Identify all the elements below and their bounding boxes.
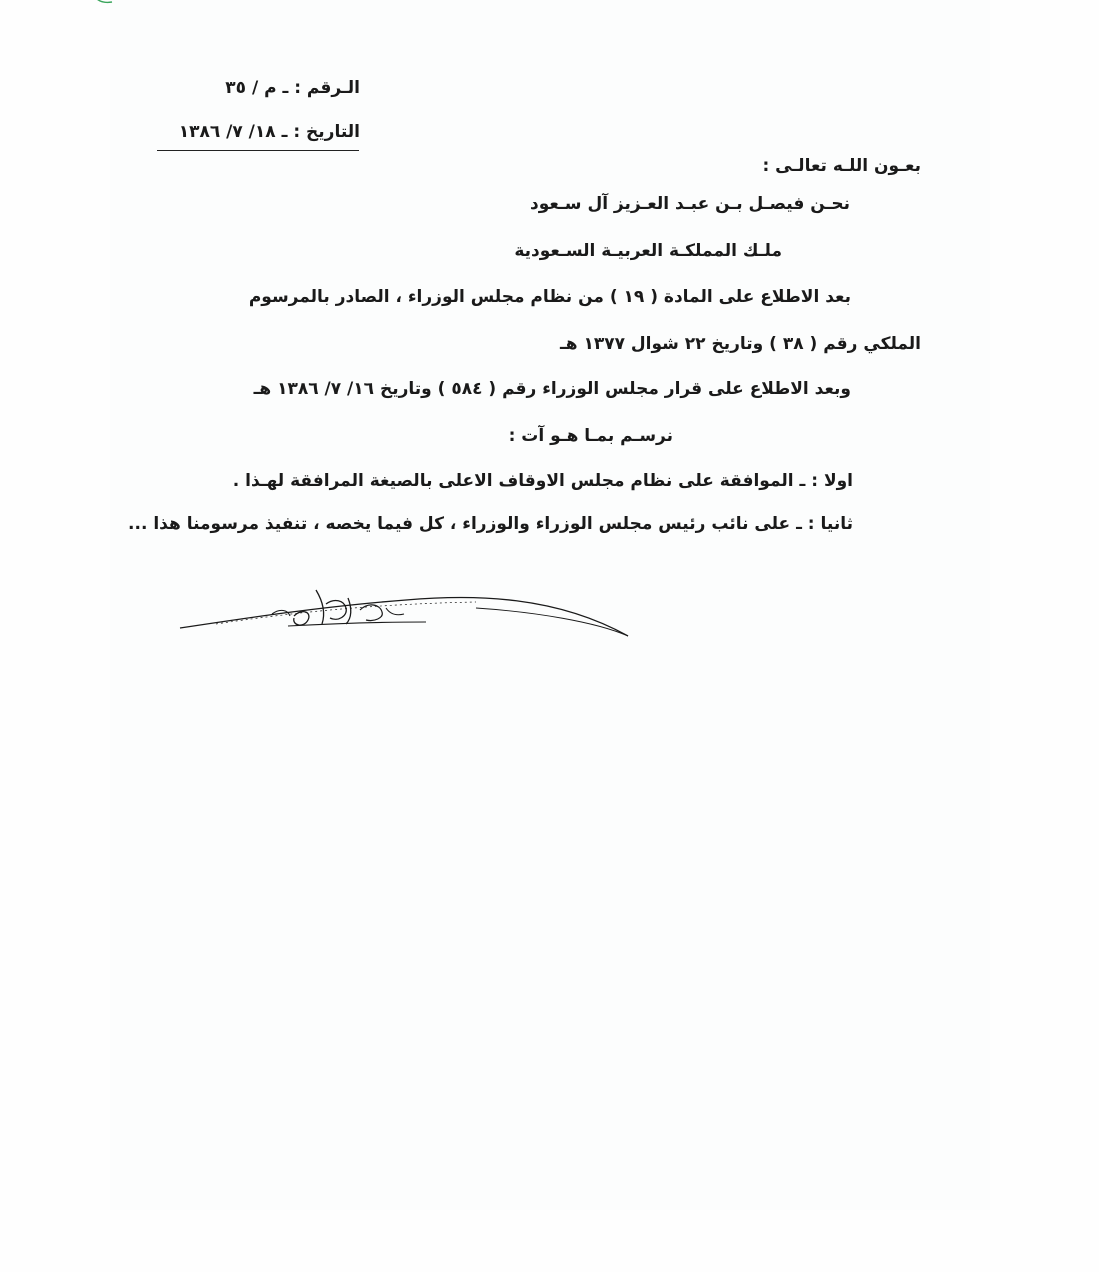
green-corner-mark-icon: [92, 0, 114, 6]
reference-underline: [157, 150, 359, 151]
invocation-line: بعـون اللـه تعالـى :: [762, 156, 921, 176]
paragraph2: وبعد الاطلاع على قرار مجلس الوزراء رقم ( ٥٨٤ ) وتاريخ ١٦/ ٧/ ١٣٨٦ هـ: [253, 379, 851, 399]
reference-date: التاريخ : ـ ١٨/ ٧/ ١٣٨٦: [178, 122, 360, 142]
decree-item-1: اولا : ـ الموافقة على نظام مجلس الاوقاف الاعلى بالصيغة المرافقة لهـذا .: [232, 471, 853, 491]
handwritten-signature-icon: [176, 578, 636, 648]
decree-item-2: ثانيا : ـ على نائب رئيس مجلس الوزراء والوزراء ، كل فيما يخصه ، تنفيذ مرسومنا هذا ...: [128, 514, 853, 534]
issuer-name: نحـن فيصـل بـن عبـد العـزيز آل سـعود: [530, 194, 850, 214]
issuer-title: ملـك المملكـة العربيـة السـعودية: [514, 241, 782, 261]
paragraph1-line2: الملكي رقم ( ٣٨ ) وتاريخ ٢٢ شوال ١٣٧٧ هـ: [559, 334, 921, 354]
paragraph1-line1: بعد الاطلاع على المادة ( ١٩ ) من نظام مجلس الوزراء ، الصادر بالمرسوم: [248, 287, 851, 307]
reference-number: الـرقم : ـ م / ٣٥: [225, 78, 360, 98]
decree-heading: نرسـم بمـا هـو آت :: [508, 426, 673, 446]
